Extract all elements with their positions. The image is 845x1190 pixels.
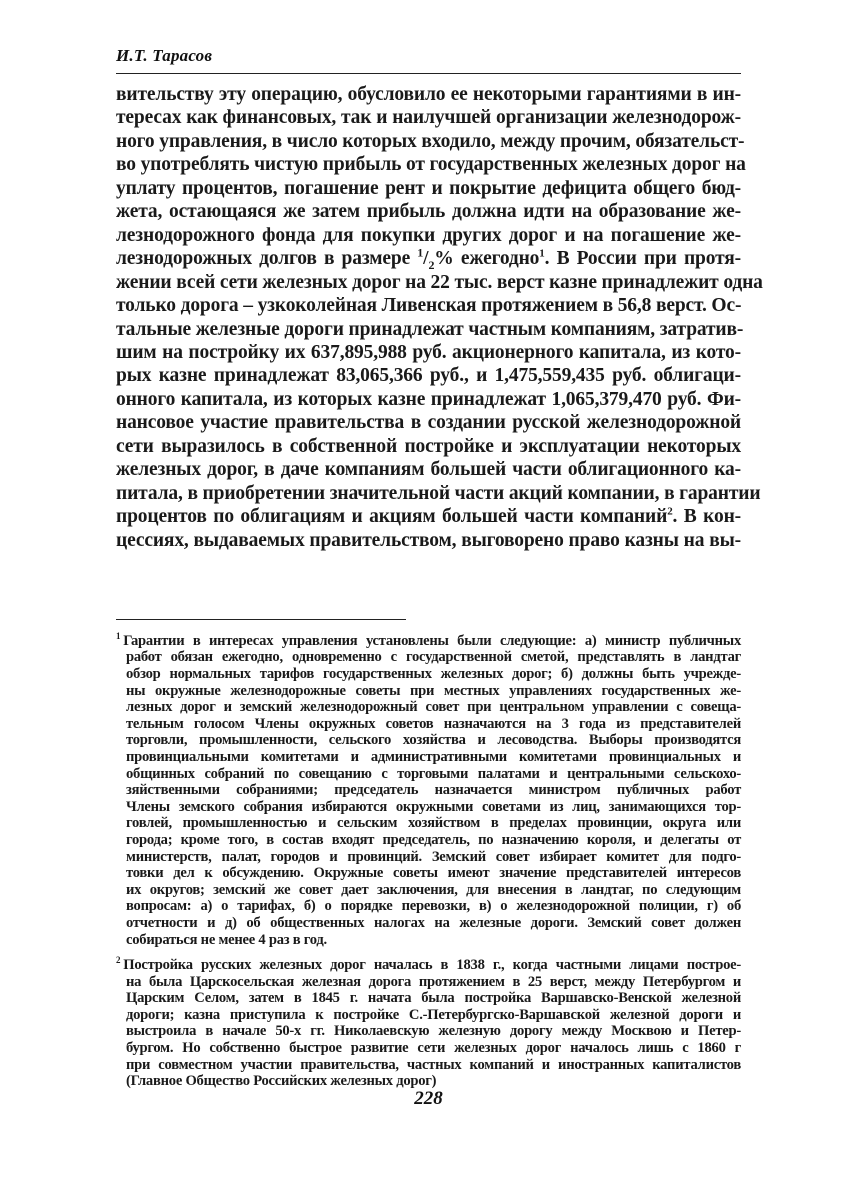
fraction-one-half: $^1/_2\%$: [417, 245, 454, 273]
footnote-line: Члены земского собрания избираются окружными советами из лиц, занимающихся тор-: [126, 798, 741, 815]
page-number: 228: [414, 1088, 443, 1109]
footnote-line: (Главное Общество Российских железных дорог): [126, 1073, 437, 1090]
footnote-line: работ обязан ежегодно, одновременно с государственной сметой, представлять в ландтаг: [126, 649, 741, 666]
text-line: лезнодорожного фонда для покупки других дорог и на погашение же-: [116, 224, 741, 246]
book-page: [116, 40, 763, 1160]
footnote-line: города; кроме того, в состав входят председатель, по назначению короля, и делегаты от: [126, 831, 741, 848]
text-segment: ежегодно: [460, 248, 540, 270]
text-line: нансовое участие правительства в создании русской железнодорожной: [116, 412, 741, 434]
text-line: тересах как финансовых, так и наилучшей организации железнодорож-: [116, 107, 741, 129]
text-line: тальные железные дороги принадлежат частным компаниям, затратив-: [116, 318, 744, 340]
text-line-with-footnote-ref: [116, 505, 741, 528]
footnote-mark: 2: [116, 955, 121, 966]
text-line: питала, в приобретении значительной части акций компании, в гарантии: [116, 482, 761, 504]
footnote-mark: 1: [116, 631, 121, 641]
footnote-line: министерств, палат, городов и провинций. Земский совет избирает комитет для подго-: [126, 848, 741, 865]
footnote-line: отчетности и д) об общественных налогах на железные дороги. Земский совет должен: [126, 914, 741, 931]
footnotes: [116, 628, 741, 1094]
footnote-rule: [116, 619, 406, 620]
footnote-line: собираться не менее 4 раз в год.: [126, 931, 327, 948]
main-text: [116, 83, 763, 552]
footnote-line: вопросам: а) о тарифах, б) о порядке перевозки, в) о железнодорожной полиции, г) об: [126, 898, 741, 915]
fraction-unit: %: [434, 248, 454, 270]
footnote-text: Гарантии в интересах управления установлены были следующие: а) министр публичных: [123, 632, 741, 649]
text-line: жета, остающаяся же затем прибыль должна идти на образование же-: [116, 201, 741, 223]
footnote-2: [116, 952, 741, 1090]
footnote-line: торговли, промышленности, сельского хозяйства и лесоводства. Выборы производятся: [126, 732, 741, 749]
footnote-line: бургом. Но собственно быстрое развитие сети железных дорог началось лишь с 1860 г: [126, 1039, 741, 1056]
footnote-line: тельным голосом Члены окружных советов назначаются на 3 года из представителей: [126, 715, 741, 732]
footnote-line: лезных дорог и земский железнодорожный совет при центральном управлении с совеща-: [126, 699, 741, 716]
footnote-line: товки дел к обсуждению. Окружные советы имеют значение представителей интересов: [126, 865, 741, 882]
footnote-line: общинных собраний по совещанию с торговыми палатами и центральными сельскохо-: [126, 765, 741, 782]
footnote-line: провинциальными комитетами и административными комитетами провинциальных и: [126, 749, 741, 766]
footnote-line: зяйственными собраниями; председатель назначается министром публичных работ: [126, 782, 741, 799]
text-line: сети выразилось в собственной постройке и эксплуатации некоторых: [116, 435, 741, 457]
text-line: только дорога – узкоколейная Ливенская протяжением в 56,8 верст. Ос-: [116, 295, 742, 317]
footnote-ref-2[interactable]: 2: [667, 505, 673, 518]
text-line: уплату процентов, погашение рент и покрытие дефицита общего бюд-: [116, 177, 741, 199]
text-line: шим на постройку их 637,895,988 руб. акционерного капитала, из кото-: [116, 341, 741, 363]
text-segment: процентов по облигациям и акциям большей части компаний: [116, 506, 668, 528]
text-line: вительству эту операцию, обусловило ее некоторыми гарантиями в ин-: [116, 84, 741, 105]
footnote-line: Царским Селом, затем в 1845 г. начата была постройка Варшавско-Венской железной: [126, 990, 741, 1007]
footnote-line: обзор нормальных тарифов государственных железных дорог; б) должны быть учрежде-: [126, 666, 741, 683]
text-line: жении всей сети железных дорог на 22 тыс. верст казне принадлежит одна: [116, 271, 763, 293]
footnote-line: на была Царскосельская железная дорога протяжением в 25 верст, между Петербургом и: [126, 973, 741, 990]
header-rule: [116, 73, 741, 74]
text-segment: лезнодорожных долгов в размере: [116, 248, 411, 270]
fraction-denominator: 2: [428, 258, 435, 273]
text-line: цессиях, выдаваемых правительством, выговорено право казны на вы-: [116, 529, 741, 551]
text-line: железных дорог, в даче компаниям большей части облигационного ка-: [116, 459, 741, 481]
text-line: во употреблять чистую прибыль от государственных железных дорог на: [116, 154, 746, 176]
text-line: ного управления, в число которых входило, между прочим, обязательст-: [116, 130, 745, 152]
footnote-line: [116, 628, 741, 649]
text-segment: . В кон-: [672, 506, 742, 528]
footnote-line: выстроила в начале 50-х гг. Николаевскую железную дорогу между Москвою и Петер-: [126, 1023, 741, 1040]
footnote-line: их округов; земский же совет дает заключения, для внесения в ландтаг, по следующим: [126, 881, 741, 898]
text-segment: . В России при протя-: [544, 248, 741, 270]
fraction-numerator: 1: [417, 245, 424, 260]
text-line-with-fraction: [116, 245, 741, 273]
footnote-line: говлей, промышленностью и сельским хозяйством в пределах провинции, округа или: [126, 815, 741, 832]
footnote-line: дороги; казна приступила к постройке С.-Петербургско-Варшавской железной дороги и: [126, 1006, 741, 1023]
text-line: онного капитала, из которых казне принадлежат 1,065,379,470 руб. Фи-: [116, 388, 741, 410]
footnote-ref-1[interactable]: 1: [539, 247, 545, 260]
footnote-1: [116, 628, 741, 948]
footnote-line: при совместном участии правительства, частных компаний и иностранных капиталистов: [126, 1056, 741, 1073]
footnote-line: [116, 952, 741, 973]
footnote-text: Постройка русских железных дорог началась в 1838 г., когда частными лицами построе-: [123, 957, 741, 973]
running-head-author: И.Т. Тарасов: [116, 46, 213, 65]
text-line: рых казне принадлежат 83,065,366 руб., и 1,475,559,435 руб. облигаци-: [116, 365, 741, 387]
footnote-line: ны окружные железнодорожные советы при местных управлениях государственных же-: [126, 682, 741, 699]
